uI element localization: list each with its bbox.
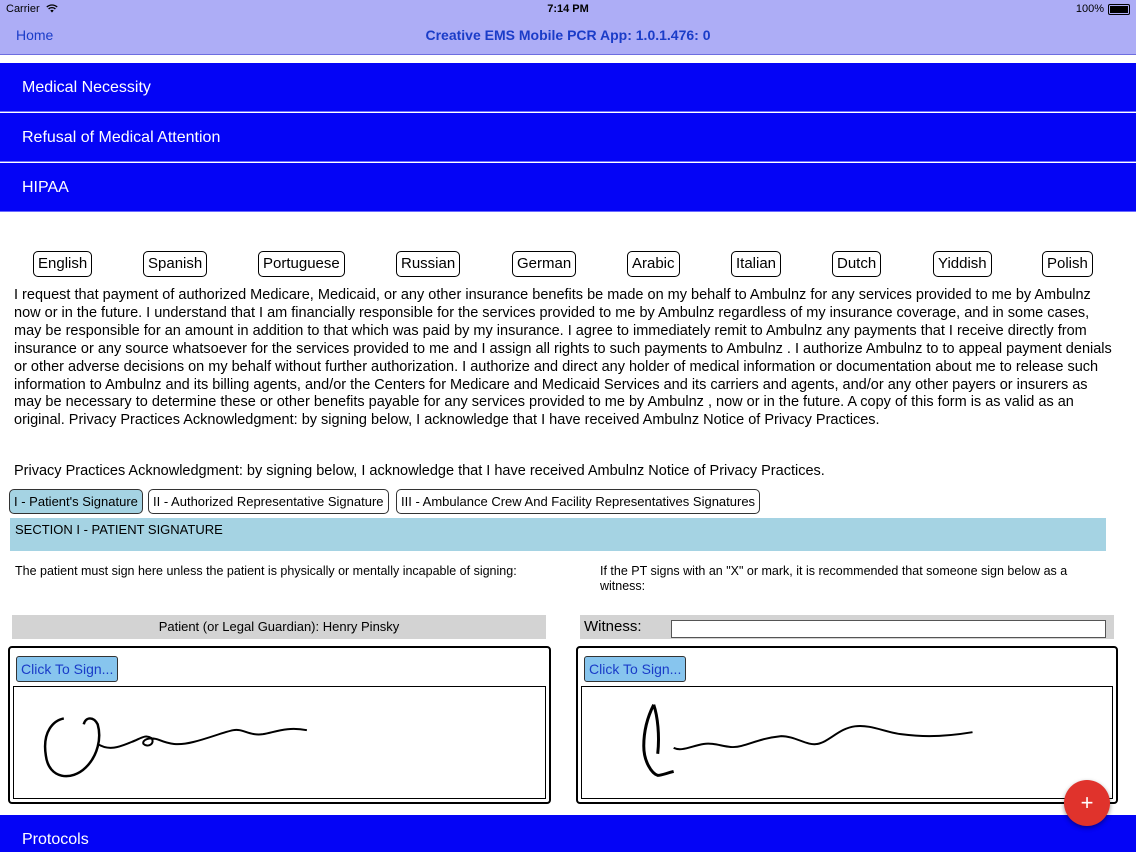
section-protocols[interactable]: Protocols: [0, 815, 1136, 852]
patient-signature-drawing: [14, 687, 545, 798]
lang-dutch-button[interactable]: Dutch: [832, 251, 881, 277]
witness-label: Witness:: [584, 618, 642, 635]
carrier-text: Carrier: [6, 3, 40, 15]
tab-representative-signature[interactable]: II - Authorized Representative Signature: [148, 489, 389, 514]
navigation-bar: [0, 18, 1136, 55]
patient-instruction: The patient must sign here unless the patient is physically or mentally incapable of signing:: [15, 564, 517, 578]
patient-name-label: Patient (or Legal Guardian): Henry Pinsky: [12, 615, 546, 639]
witness-signature-drawing: [582, 687, 1112, 798]
witness-input[interactable]: [671, 620, 1106, 638]
tab-crew-signatures[interactable]: III - Ambulance Crew And Facility Representatives Signatures: [396, 489, 760, 514]
lang-portuguese-button[interactable]: Portuguese: [258, 251, 345, 277]
witness-sign-button[interactable]: Click To Sign...: [584, 656, 686, 682]
privacy-acknowledgment: Privacy Practices Acknowledgment: by signing below, I acknowledge that I have received Ambulnz Notice of Privacy Practices.: [14, 463, 825, 479]
lang-arabic-button[interactable]: Arabic: [627, 251, 680, 277]
plus-icon: +: [1080, 790, 1094, 815]
language-selector: [0, 251, 1136, 277]
patient-signature-box: [8, 646, 551, 804]
section-title: SECTION I - PATIENT SIGNATURE: [10, 518, 1106, 551]
home-button[interactable]: Home: [16, 27, 54, 43]
witness-signature-box: [576, 646, 1118, 804]
lang-italian-button[interactable]: Italian: [731, 251, 781, 277]
section-refusal[interactable]: Refusal of Medical Attention: [0, 113, 1136, 162]
witness-signature-pad[interactable]: [581, 686, 1113, 799]
patient-signature-pad[interactable]: [13, 686, 546, 799]
lang-polish-button[interactable]: Polish: [1042, 251, 1093, 277]
battery-indicator: [1076, 3, 1130, 15]
patient-sign-button[interactable]: Click To Sign...: [16, 656, 118, 682]
clock: 7:14 PM: [547, 3, 589, 15]
battery-percent: 100%: [1075, 3, 1104, 15]
battery-icon: [1108, 4, 1130, 15]
section-hipaa[interactable]: HIPAA: [0, 163, 1136, 212]
app-title: Creative EMS Mobile PCR App: 1.0.1.476: 0: [425, 27, 711, 43]
lang-german-button[interactable]: German: [512, 251, 576, 277]
lang-russian-button[interactable]: Russian: [396, 251, 460, 277]
lang-yiddish-button[interactable]: Yiddish: [933, 251, 992, 277]
lang-english-button[interactable]: English: [33, 251, 92, 277]
witness-instruction: If the PT signs with an "X" or mark, it is recommended that someone sign below as a witness:: [600, 564, 1068, 593]
lang-spanish-button[interactable]: Spanish: [143, 251, 207, 277]
add-button[interactable]: [1064, 780, 1110, 826]
section-medical-necessity[interactable]: Medical Necessity: [0, 63, 1136, 112]
status-bar: [0, 0, 1136, 18]
tab-patient-signature[interactable]: I - Patient's Signature: [9, 489, 143, 514]
consent-text: I request that payment of authorized Medicare, Medicaid, or any other insurance benefits be made on my behalf to Ambulnz for any services provided to me by Ambulnz now or in the future. I understand that I am financially responsible for the services provided to me by Ambulnz regardless of my insurance coverage, and in some cases, may be responsible for an amount in addition to that which was paid by my insurance. I agree to immediately remit to Ambulnz any payments that I receive directly from insurance or any source whatsoever for the services provided to me and I assign all rights to such payments to Ambulnz . I authorize Ambulnz to to appeal payment denials or other adverse decisions on my behalf without further authorization. I authorize and direct any holder of medical information or documentation about me to release such information to Ambulnz and its billing agents, and/or the Centers for Medicare and Medicaid Services and its carriers and agents, and/or any other payers or insurers as may be necessary to determine these or other benefits payable for any services provided to me by Ambulnz , now or in the future. A copy of this form is as valid as an original. Privacy Practices Acknowledgment: by signing below, I acknowledge that I have received Ambulnz Notice of Privacy Practices.: [14, 287, 1112, 429]
